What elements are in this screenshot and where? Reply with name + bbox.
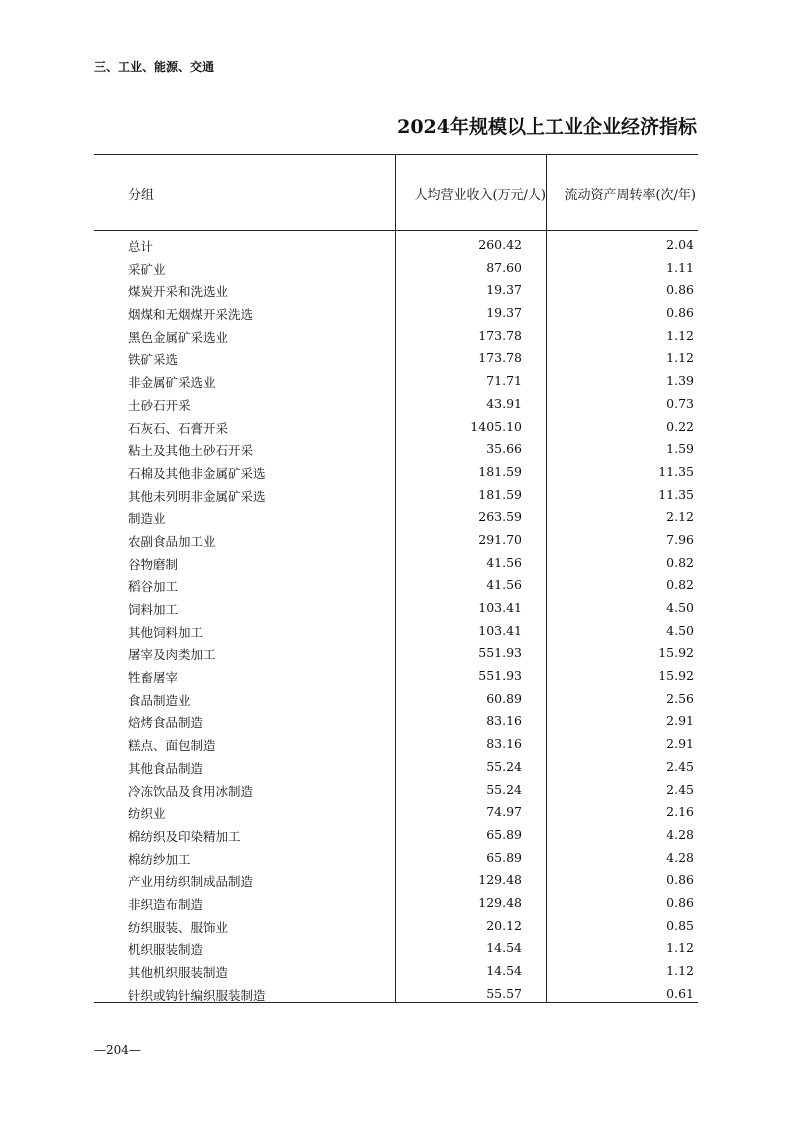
table-row	[94, 257, 698, 280]
row-name: 冷冻饮品及食用冰制造	[128, 783, 254, 799]
row-turnover: 1.12	[666, 327, 694, 343]
row-revenue: 551.93	[478, 668, 522, 684]
row-turnover: 15.92	[658, 645, 694, 661]
table-row	[94, 393, 698, 416]
row-revenue: 43.91	[486, 395, 522, 411]
table-row	[94, 869, 698, 892]
row-turnover: 0.86	[666, 282, 694, 298]
row-name: 非织造布制造	[128, 896, 204, 912]
table-row	[94, 665, 698, 688]
table-row	[94, 937, 698, 960]
row-revenue: 103.41	[478, 600, 522, 615]
row-revenue: 71.71	[486, 373, 522, 389]
table-row	[94, 688, 698, 711]
row-revenue: 129.48	[478, 894, 522, 910]
table-row	[94, 733, 698, 756]
table-row	[94, 325, 698, 348]
row-turnover: 0.86	[666, 894, 694, 910]
row-revenue: 35.66	[486, 441, 522, 457]
table-row	[94, 484, 698, 507]
row-revenue: 173.78	[478, 327, 522, 343]
table-row	[94, 824, 698, 847]
row-revenue: 41.56	[486, 577, 522, 593]
row-revenue: 260.42	[478, 237, 522, 252]
row-turnover: 2.16	[666, 804, 694, 820]
table-row	[94, 597, 698, 620]
row-turnover: 1.12	[666, 940, 694, 956]
row-name: 铁矿采选	[128, 352, 179, 368]
row-name: 其他机织服装制造	[128, 965, 229, 980]
table-row	[94, 847, 698, 870]
table-row	[94, 574, 698, 597]
table-row	[94, 279, 698, 302]
table-row	[94, 915, 698, 938]
row-revenue: 129.48	[478, 872, 522, 888]
row-name: 食品制造业	[128, 692, 191, 708]
page-title: 2024年规模以上工业企业经济指标	[397, 116, 697, 138]
row-turnover: 0.86	[666, 305, 694, 321]
row-revenue: 103.41	[478, 622, 522, 638]
row-name: 棉纺纱加工	[128, 851, 191, 867]
row-name: 其他食品制造	[128, 760, 204, 776]
row-turnover: 2.12	[666, 509, 694, 525]
table-row	[94, 438, 698, 461]
table-row	[94, 370, 698, 393]
row-name: 总计	[128, 239, 154, 254]
row-name: 牲畜屠宰	[128, 670, 179, 686]
row-turnover: 2.45	[666, 758, 694, 774]
row-name: 针织或钩针编织服装制造	[128, 987, 266, 1003]
table-bottom-rule	[94, 1002, 698, 1003]
row-name: 谷物磨制	[128, 556, 179, 572]
row-revenue: 19.37	[486, 282, 522, 298]
row-name: 土砂石开采	[128, 397, 191, 413]
row-turnover: 0.82	[666, 554, 694, 570]
row-name: 石棉及其他非金属矿采选	[128, 465, 266, 481]
row-name: 纺织业	[128, 806, 166, 822]
table-header	[94, 154, 698, 230]
row-revenue: 181.59	[478, 463, 522, 479]
table-row	[94, 506, 698, 529]
row-revenue: 74.97	[486, 804, 522, 820]
row-name: 其他饲料加工	[128, 624, 204, 640]
row-turnover: 1.59	[666, 441, 694, 457]
row-name: 屠宰及肉类加工	[128, 647, 216, 663]
table-row	[94, 461, 698, 484]
row-turnover: 11.35	[658, 463, 694, 479]
row-turnover: 1.12	[666, 963, 694, 978]
row-turnover: 7.96	[666, 531, 694, 547]
row-name: 饲料加工	[128, 602, 179, 617]
row-turnover: 15.92	[658, 668, 694, 684]
row-name: 纺织服装、服饰业	[128, 919, 229, 935]
row-turnover: 4.50	[666, 600, 694, 615]
row-turnover: 1.12	[666, 350, 694, 366]
row-turnover: 2.91	[666, 713, 694, 729]
row-turnover: 1.39	[666, 373, 694, 389]
table-body	[94, 234, 698, 1005]
table-row	[94, 801, 698, 824]
row-name: 黑色金属矿采选业	[128, 329, 229, 345]
row-revenue: 55.24	[486, 758, 522, 774]
row-name: 其他未列明非金属矿采选	[128, 488, 266, 504]
row-revenue: 263.59	[478, 509, 522, 525]
row-name: 制造业	[128, 511, 166, 527]
row-revenue: 65.89	[486, 849, 522, 865]
row-name: 煤炭开采和洗选业	[128, 284, 229, 300]
row-revenue: 20.12	[486, 917, 522, 933]
row-revenue: 19.37	[486, 305, 522, 321]
row-revenue: 65.89	[486, 826, 522, 842]
row-revenue: 1405.10	[470, 418, 522, 434]
row-turnover: 0.85	[666, 917, 694, 933]
row-turnover: 4.28	[666, 849, 694, 865]
row-name: 棉纺织及印染精加工	[128, 828, 241, 844]
table-row	[94, 779, 698, 802]
row-revenue: 60.89	[486, 690, 522, 706]
row-turnover: 11.35	[658, 486, 694, 502]
table-row	[94, 302, 698, 325]
table-row	[94, 710, 698, 733]
table-header-rule	[94, 230, 698, 231]
row-name: 采矿业	[128, 261, 166, 277]
row-name: 石灰石、石膏开采	[128, 420, 229, 436]
section-heading: 三、工业、能源、交通	[94, 60, 215, 74]
column-header-group: 分组	[128, 188, 155, 203]
table-row	[94, 620, 698, 643]
row-name: 焙烤食品制造	[128, 715, 204, 731]
row-revenue: 551.93	[478, 645, 522, 661]
row-revenue: 14.54	[486, 940, 522, 956]
row-revenue: 55.57	[486, 985, 522, 1001]
row-turnover: 0.22	[666, 418, 694, 434]
row-turnover: 0.61	[666, 985, 694, 1001]
row-revenue: 291.70	[478, 531, 522, 547]
table-row	[94, 642, 698, 665]
row-revenue: 55.24	[486, 781, 522, 797]
table-row	[94, 347, 698, 370]
table-row	[94, 756, 698, 779]
row-turnover: 2.45	[666, 781, 694, 797]
row-turnover: 0.86	[666, 872, 694, 888]
row-revenue: 83.16	[486, 713, 522, 729]
table-row	[94, 552, 698, 575]
row-name: 机织服装制造	[128, 942, 204, 958]
row-name: 稻谷加工	[128, 579, 179, 595]
row-name: 农副食品加工业	[128, 533, 216, 549]
table-row	[94, 529, 698, 552]
row-name: 粘土及其他土砂石开采	[128, 443, 254, 459]
row-turnover: 4.50	[666, 622, 694, 638]
row-name: 非金属矿采选业	[128, 375, 216, 391]
table-row	[94, 960, 698, 983]
row-turnover: 2.04	[666, 237, 694, 252]
table-row	[94, 892, 698, 915]
table-row	[94, 234, 698, 257]
row-revenue: 181.59	[478, 486, 522, 502]
row-name: 糕点、面包制造	[128, 738, 216, 754]
row-revenue: 83.16	[486, 736, 522, 752]
row-turnover: 0.82	[666, 577, 694, 593]
page-number: —204—	[94, 1043, 141, 1057]
row-revenue: 87.60	[486, 259, 522, 275]
row-name: 产业用纺织制成品制造	[128, 874, 254, 890]
row-turnover: 4.28	[666, 826, 694, 842]
row-revenue: 41.56	[486, 554, 522, 570]
row-turnover: 2.56	[666, 690, 694, 706]
column-header-turnover: 流动资产周转率(次/年)	[564, 188, 696, 203]
row-turnover: 2.91	[666, 736, 694, 752]
row-revenue: 14.54	[486, 963, 522, 978]
table-row	[94, 416, 698, 439]
row-turnover: 1.11	[666, 259, 694, 275]
column-header-revenue: 人均营业收入(万元/人)	[414, 188, 546, 203]
row-revenue: 173.78	[478, 350, 522, 366]
row-name: 烟煤和无烟煤开采洗选	[128, 307, 254, 323]
row-turnover: 0.73	[666, 395, 694, 411]
